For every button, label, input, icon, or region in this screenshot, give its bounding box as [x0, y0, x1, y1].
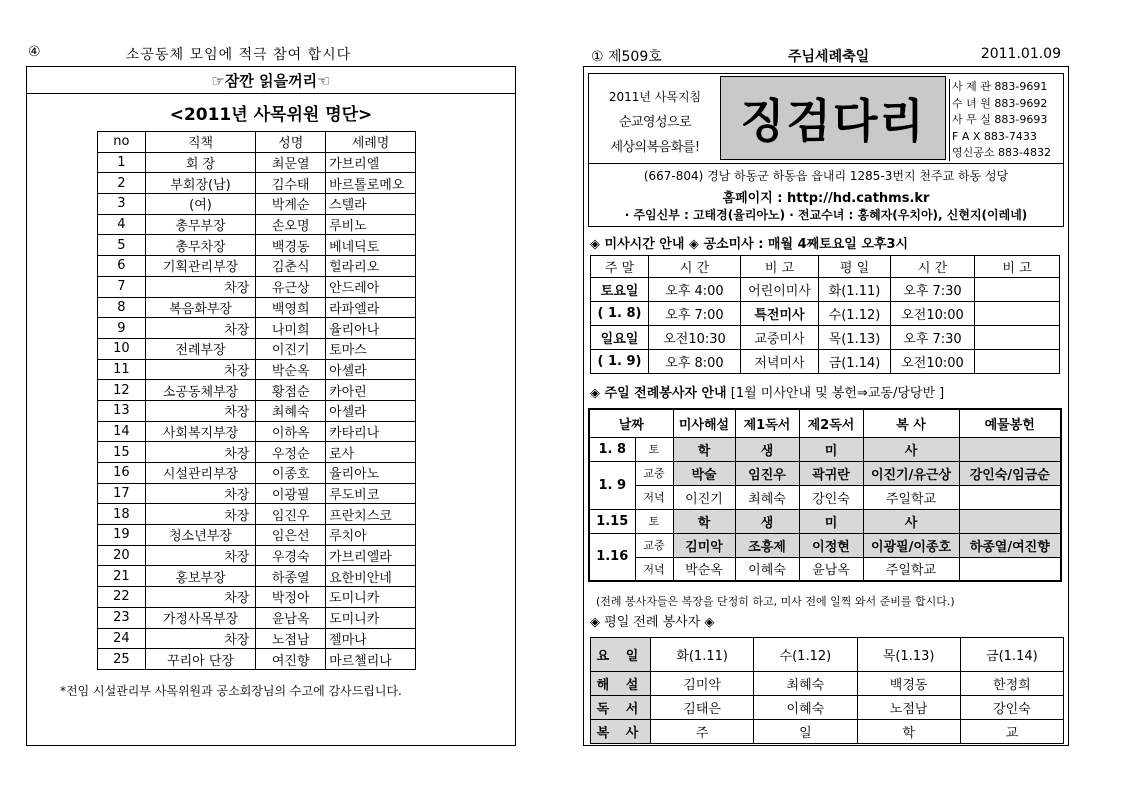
weekday-row	[591, 672, 1064, 696]
sunday-server-heading-title: ◈ 주일 전례봉사자 안내	[590, 386, 727, 401]
roster-table	[97, 131, 416, 670]
roster-header-no: no	[98, 132, 146, 153]
server-cell: 박술	[673, 461, 735, 485]
weekday-cell: 김미악	[651, 672, 754, 696]
roster-row	[98, 483, 416, 504]
roster-row	[98, 297, 416, 318]
server-row-1-9-evening	[589, 485, 1061, 509]
homepage-link[interactable]: 홈페이지 : http://hd.cathms.kr	[722, 191, 930, 206]
roster-row	[98, 256, 416, 277]
roster-position: 청소년부장	[145, 525, 256, 546]
server-row-1-8	[589, 437, 1061, 461]
weekday-cell: 한정희	[960, 672, 1063, 696]
left-page-header	[26, 44, 516, 64]
server-cell: 학	[673, 509, 735, 533]
header-slogan: 소공동체 모임에 적극 참여 합시다	[126, 47, 352, 63]
roster-header-position: 직책	[145, 132, 256, 153]
roster-no: 14	[98, 421, 146, 442]
roster-name: 노점남	[256, 628, 326, 649]
mass-weekday-time: 오후 7:30	[891, 278, 975, 302]
page-number: ④	[28, 44, 41, 60]
roster-baptismal-name: 카타리나	[326, 421, 416, 442]
mass-day: 일요일	[591, 326, 649, 350]
weekday-header-day: 요 일	[591, 638, 651, 672]
roster-no: 18	[98, 504, 146, 525]
roster-row	[98, 235, 416, 256]
contact-convent: 수 녀 원 883-9692	[952, 96, 1048, 110]
roster-name: 손오명	[256, 214, 326, 235]
roster-row	[98, 214, 416, 235]
mass-header-weekday-note: 비 고	[975, 256, 1060, 278]
roster-position: 홍보부장	[145, 566, 256, 587]
roster-name: 박순옥	[256, 359, 326, 380]
roster-row	[98, 380, 416, 401]
weekday-header-thu: 목(1.13)	[857, 638, 960, 672]
roster-baptismal-name: 가브리엘	[326, 152, 416, 173]
mass-note: 어린이미사	[741, 278, 819, 302]
roster-position: 차장	[145, 318, 256, 339]
server-row-1-16-main	[589, 533, 1061, 557]
server-cell: 곽귀란	[799, 461, 863, 485]
roster-no: 25	[98, 649, 146, 670]
roster-position: 전례부장	[145, 338, 256, 359]
roster-baptismal-name: 힐라리오	[326, 256, 416, 277]
server-cell: 사	[863, 509, 959, 533]
roster-row	[98, 338, 416, 359]
weekday-server-body	[591, 672, 1064, 744]
roster-baptismal-name: 로사	[326, 442, 416, 463]
roster-no: 5	[98, 235, 146, 256]
roster-no: 16	[98, 463, 146, 484]
server-cell: 윤남옥	[799, 557, 863, 581]
server-cell: 이정현	[799, 533, 863, 557]
roster-position: 차장	[145, 276, 256, 297]
weekday-cell: 일	[754, 720, 857, 744]
roster-row	[98, 504, 416, 525]
weekday-cell: 이혜숙	[754, 696, 857, 720]
weekday-role: 독 서	[591, 696, 651, 720]
roster-row	[98, 545, 416, 566]
server-cell	[959, 509, 1061, 533]
server-cell: 임진우	[735, 461, 799, 485]
weekday-row	[591, 696, 1064, 720]
server-date: 1.16	[589, 533, 635, 581]
roster-name: 황점순	[256, 380, 326, 401]
roster-position: 차장	[145, 359, 256, 380]
newsletter-logo: 징검다리	[720, 76, 946, 160]
mass-time: 오후 8:00	[649, 350, 741, 374]
roster-no: 3	[98, 194, 146, 215]
roster-row	[98, 649, 416, 670]
weekday-row	[591, 720, 1064, 744]
roster-name: 최문열	[256, 152, 326, 173]
roster-no: 7	[98, 276, 146, 297]
roster-row	[98, 442, 416, 463]
mass-time: 오후 7:00	[649, 302, 741, 326]
right-page-header	[583, 46, 1069, 66]
roster-no: 1	[98, 152, 146, 173]
roster-baptismal-name: 토마스	[326, 338, 416, 359]
roster-baptismal-name: 프란치스코	[326, 504, 416, 525]
roster-baptismal-name: 카아린	[326, 380, 416, 401]
server-cell: 이진기	[673, 485, 735, 509]
server-header-row	[589, 409, 1061, 437]
weekday-cell: 학	[857, 720, 960, 744]
roster-no: 4	[98, 214, 146, 235]
roster-no: 10	[98, 338, 146, 359]
contact-list	[949, 79, 1064, 161]
roster-position: 차장	[145, 442, 256, 463]
server-cell: 이광필/이종호	[863, 533, 959, 557]
server-cell: 주일학교	[863, 485, 959, 509]
server-cell	[959, 485, 1061, 509]
mass-day: 토요일	[591, 278, 649, 302]
mass-row	[591, 302, 1060, 326]
server-row-1-15	[589, 509, 1061, 533]
server-row-1-16-evening	[589, 557, 1061, 581]
server-cell: 생	[735, 509, 799, 533]
weekday-header-row	[591, 638, 1064, 672]
roster-position: 차장	[145, 587, 256, 608]
server-mass-type: 교중	[635, 461, 673, 485]
server-cell: 미	[799, 509, 863, 533]
roster-title: <2011년 사목위원 명단>	[169, 105, 373, 125]
contact-fax: F A X 883-7433	[952, 129, 1037, 143]
server-date: 1. 9	[589, 461, 635, 509]
issue-date: 2011.01.09	[980, 46, 1061, 62]
mass-row	[591, 350, 1060, 374]
roster-no: 22	[98, 587, 146, 608]
mass-note: 저녁미사	[741, 350, 819, 374]
roster-baptismal-name: 루도비코	[326, 483, 416, 504]
weekday-cell: 백경동	[857, 672, 960, 696]
mass-time-table	[590, 255, 1060, 374]
weekday-cell: 김태은	[651, 696, 754, 720]
roster-baptismal-name: 가브리엘라	[326, 545, 416, 566]
roster-no: 19	[98, 525, 146, 546]
server-header-offering: 예물봉헌	[959, 409, 1061, 437]
server-header-reading1: 제1독서	[735, 409, 799, 437]
mass-header-note: 비 고	[741, 256, 819, 278]
roster-position: 차장	[145, 483, 256, 504]
roster-no: 2	[98, 173, 146, 194]
server-cell: 김미악	[673, 533, 735, 557]
roster-position: 사회복지부장	[145, 421, 256, 442]
roster-position: (여)	[145, 194, 256, 215]
mass-day: ( 1. 8)	[591, 302, 649, 326]
weekday-cell: 최혜숙	[754, 672, 857, 696]
directive-label: 2011년 사목지침	[608, 90, 702, 104]
roster-position: 소공동체부장	[145, 380, 256, 401]
mass-header-weekend: 주 말	[591, 256, 649, 278]
roster-baptismal-name: 젤마나	[326, 628, 416, 649]
roster-baptismal-name: 베네딕토	[326, 235, 416, 256]
roster-row	[98, 463, 416, 484]
server-mass-type: 교중	[635, 533, 673, 557]
roster-no: 11	[98, 359, 146, 380]
contact-mission: 영신공소 883-4832	[952, 146, 1051, 159]
roster-name: 박정아	[256, 587, 326, 608]
weekday-header-fri: 금(1.14)	[960, 638, 1063, 672]
server-cell: 이혜숙	[735, 557, 799, 581]
roster-name: 최혜숙	[256, 400, 326, 421]
roster-row	[98, 400, 416, 421]
server-note: (전례 봉사자들은 복장을 단정히 하고, 미사 전에 일찍 와서 준비를 합시다.)	[596, 595, 955, 608]
roster-row	[98, 566, 416, 587]
roster-position: 총무부장	[145, 214, 256, 235]
server-cell: 최혜숙	[735, 485, 799, 509]
roster-name: 김춘식	[256, 256, 326, 277]
weekday-cell: 주	[651, 720, 754, 744]
server-header-altar-server: 복 사	[863, 409, 959, 437]
mass-header-weekday: 평 일	[819, 256, 891, 278]
weekday-role: 복 사	[591, 720, 651, 744]
roster-baptismal-name: 도미니카	[326, 607, 416, 628]
roster-baptismal-name: 아셀라	[326, 359, 416, 380]
server-cell: 하종열/여진향	[959, 533, 1061, 557]
roster-position: 부회장(남)	[145, 173, 256, 194]
server-cell: 이진기/유근상	[863, 461, 959, 485]
roster-body	[98, 152, 416, 669]
mass-time-body	[591, 278, 1060, 374]
mass-header-time: 시 간	[649, 256, 741, 278]
server-date: 1.15	[589, 509, 635, 533]
mass-weekday-note	[975, 350, 1060, 374]
roster-baptismal-name: 스텔라	[326, 194, 416, 215]
roster-position: 시설관리부장	[145, 463, 256, 484]
server-cell: 강인숙/임금순	[959, 461, 1061, 485]
contact-rectory: 사 제 관 883-9691	[952, 80, 1048, 93]
mass-weekday-note	[975, 326, 1060, 350]
roster-name: 이광필	[256, 483, 326, 504]
directive-line-2: 세상의복음화를!	[610, 140, 700, 155]
roster-name: 유근상	[256, 276, 326, 297]
roster-baptismal-name: 라파엘라	[326, 297, 416, 318]
weekday-header-tue: 화(1.11)	[651, 638, 754, 672]
server-date: 1. 8	[589, 437, 635, 461]
roster-position: 꾸리아 단장	[145, 649, 256, 670]
roster-header-row	[98, 132, 416, 153]
roster-no: 17	[98, 483, 146, 504]
pastoral-directive	[591, 78, 719, 158]
roster-position: 차장	[145, 504, 256, 525]
roster-name: 우정순	[256, 442, 326, 463]
roster-row	[98, 421, 416, 442]
mass-weekday-time: 오전10:00	[891, 350, 975, 374]
server-mass-type: 저녁	[635, 557, 673, 581]
roster-no: 8	[98, 297, 146, 318]
roster-baptismal-name: 요한비안네	[326, 566, 416, 587]
mass-weekday-time: 오전10:00	[891, 302, 975, 326]
server-cell: 학	[673, 437, 735, 461]
issue-number: ① 제509호	[591, 49, 662, 65]
roster-position: 차장	[145, 545, 256, 566]
mass-row	[591, 278, 1060, 302]
roster-name: 이종호	[256, 463, 326, 484]
roster-name: 이진기	[256, 338, 326, 359]
roster-position: 가정사목부장	[145, 607, 256, 628]
mass-weekday: 수(1.12)	[819, 302, 891, 326]
mass-header-weekday-time: 시 간	[891, 256, 975, 278]
roster-name: 여진향	[256, 649, 326, 670]
server-cell: 생	[735, 437, 799, 461]
roster-no: 23	[98, 607, 146, 628]
mass-note: 특전미사	[741, 302, 819, 326]
clergy-line: · 주임신부 : 고태경(율리아노) · 전교수녀 : 홍혜자(우치아), 신현지(이레네)	[624, 208, 1028, 222]
weekday-cell: 강인숙	[960, 696, 1063, 720]
roster-position: 차장	[145, 628, 256, 649]
weekday-server-heading: ◈ 평일 전례 봉사자 ◈	[590, 615, 715, 630]
roster-no: 12	[98, 380, 146, 401]
roster-position: 차장	[145, 400, 256, 421]
roster-row	[98, 276, 416, 297]
roster-row	[98, 587, 416, 608]
roster-row	[98, 318, 416, 339]
roster-row	[98, 607, 416, 628]
mass-weekday: 목(1.13)	[819, 326, 891, 350]
server-header-commentary: 미사해설	[673, 409, 735, 437]
server-header-date: 날짜	[589, 409, 673, 437]
roster-name: 하종열	[256, 566, 326, 587]
roster-no: 9	[98, 318, 146, 339]
server-cell	[959, 557, 1061, 581]
server-cell: 박순옥	[673, 557, 735, 581]
server-cell: 사	[863, 437, 959, 461]
roster-name: 임진우	[256, 504, 326, 525]
sunday-server-heading-note: [1월 미사안내 및 봉헌⇒교동/당당반 ]	[730, 386, 945, 401]
roster-baptismal-name: 도미니카	[326, 587, 416, 608]
roster-baptismal-name: 바르톨로메오	[326, 173, 416, 194]
roster-no: 24	[98, 628, 146, 649]
roster-position: 회 장	[145, 152, 256, 173]
roster-row	[98, 628, 416, 649]
server-cell: 조흥제	[735, 533, 799, 557]
server-cell: 주일학교	[863, 557, 959, 581]
parish-address: (667-804) 경남 하동군 하동읍 읍내리 1285-3번지 천주교 하동 성당	[588, 163, 1064, 184]
mass-note: 교중미사	[741, 326, 819, 350]
roster-no: 6	[98, 256, 146, 277]
mass-time: 오후 4:00	[649, 278, 741, 302]
roster-position: 기획관리부장	[145, 256, 256, 277]
roster-position: 총무차장	[145, 235, 256, 256]
weekday-server-table	[590, 637, 1064, 744]
mass-time-heading: ◈ 미사시간 안내 ◈ 공소미사 : 매월 4째토요일 오후3시	[590, 237, 909, 252]
server-mass-type: 저녁	[635, 485, 673, 509]
roster-no: 21	[98, 566, 146, 587]
roster-baptismal-name: 율리아노	[326, 463, 416, 484]
roster-name: 김수태	[256, 173, 326, 194]
mass-weekday-note	[975, 278, 1060, 302]
roster-header-baptismal: 세례명	[326, 132, 416, 153]
roster-baptismal-name: 루비노	[326, 214, 416, 235]
roster-no: 15	[98, 442, 146, 463]
directive-line-1: 순교영성으로	[618, 115, 692, 130]
weekday-cell: 교	[960, 720, 1063, 744]
mass-time: 오전10:30	[649, 326, 741, 350]
roster-row	[98, 359, 416, 380]
roster-row	[98, 194, 416, 215]
server-day: 토	[635, 509, 673, 533]
roster-baptismal-name: 루치아	[326, 525, 416, 546]
mass-weekday: 금(1.14)	[819, 350, 891, 374]
server-header-reading2: 제2독서	[799, 409, 863, 437]
mass-weekday: 화(1.11)	[819, 278, 891, 302]
roster-baptismal-name: 율리아나	[326, 318, 416, 339]
roster-baptismal-name: 마르첼리나	[326, 649, 416, 670]
roster-row	[98, 525, 416, 546]
roster-row	[98, 173, 416, 194]
roster-no: 13	[98, 400, 146, 421]
roster-name: 이하옥	[256, 421, 326, 442]
roster-baptismal-name: 안드레아	[326, 276, 416, 297]
mass-header-row	[591, 256, 1060, 278]
roster-row	[98, 152, 416, 173]
roster-position: 복음화부장	[145, 297, 256, 318]
roster-name: 나미희	[256, 318, 326, 339]
server-row-1-9-main	[589, 461, 1061, 485]
roster-name: 우경숙	[256, 545, 326, 566]
roster-note: *전임 시설관리부 사목위원과 공소회장님의 수고에 감사드립니다.	[60, 684, 402, 698]
roster-header-name: 성명	[256, 132, 326, 153]
mass-weekday-note	[975, 302, 1060, 326]
sunday-server-heading	[590, 382, 944, 401]
server-cell	[959, 437, 1061, 461]
reading-section-title: ☞잠깐 읽을꺼리☜	[26, 68, 516, 94]
mass-row	[591, 326, 1060, 350]
roster-name: 백영희	[256, 297, 326, 318]
sunday-server-table	[588, 408, 1062, 582]
contact-office: 사 무 실 883-9693	[952, 113, 1048, 126]
feast-title: 주님세례축일	[788, 49, 870, 65]
roster-no: 20	[98, 545, 146, 566]
mass-weekday-time: 오후 7:30	[891, 326, 975, 350]
mass-day: ( 1. 9)	[591, 350, 649, 374]
server-cell: 미	[799, 437, 863, 461]
roster-name: 윤남옥	[256, 607, 326, 628]
server-day: 토	[635, 437, 673, 461]
weekday-role: 해 설	[591, 672, 651, 696]
weekday-header-wed: 수(1.12)	[754, 638, 857, 672]
roster-name: 임은선	[256, 525, 326, 546]
weekday-cell: 노점남	[857, 696, 960, 720]
roster-name: 백경동	[256, 235, 326, 256]
roster-name: 박계순	[256, 194, 326, 215]
server-cell: 강인숙	[799, 485, 863, 509]
roster-baptismal-name: 아셀라	[326, 400, 416, 421]
